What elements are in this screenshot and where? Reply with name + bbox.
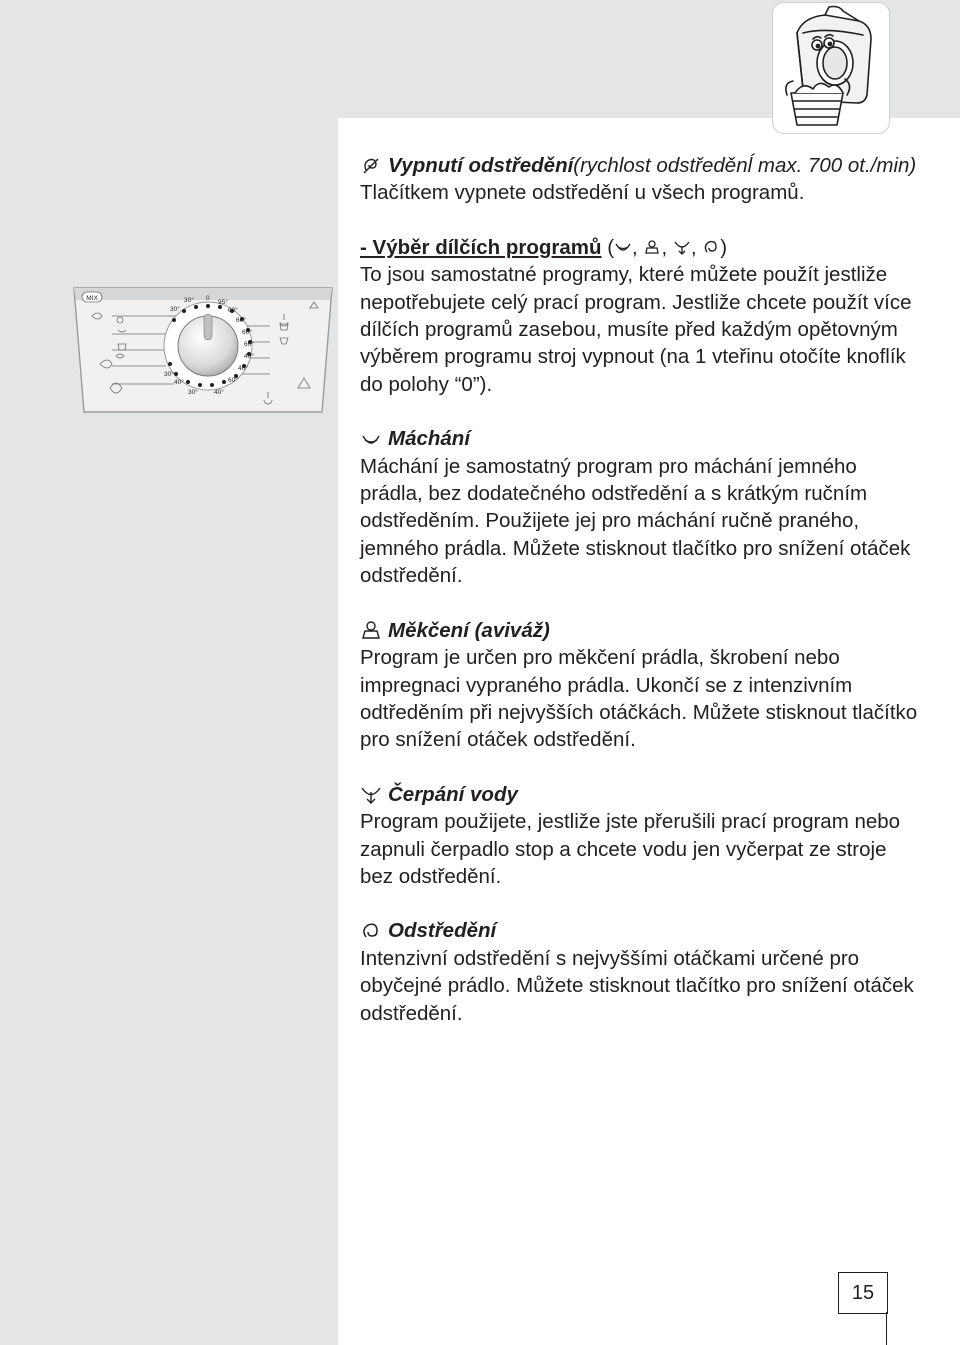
section-rinse [360, 425, 920, 589]
drain-heading [360, 781, 920, 808]
softener-text: Program je určen pro měkčení prádla, škrobení nebo impregnaci vypraného prádla. Ukončí se z intenzivním odtředěním při nejvyšších otáčkách. Můžete stisknout tlačítko pro snížení otáček odstředění. [360, 646, 918, 752]
dial-label-60-e: 60° [228, 377, 238, 384]
drain-title: Čerpání vody [388, 782, 518, 806]
spin-off-text: Tlačítkem vypnete odstředění u všech programů. [360, 181, 805, 205]
spin-title: Odstředění [388, 919, 497, 943]
rinse-heading-icon [360, 428, 382, 450]
softener-title: Měkčení (aviváž) [388, 618, 550, 642]
paren-close: ) [720, 235, 728, 259]
spin-text: Intenzivní odstředění s nejvyššími otáčkami určené pro obyčejné prádlo. Můžete stisknout tlačítko pro snížení otáček odstředění. [360, 946, 914, 1025]
softener-heading [360, 617, 920, 644]
spin-off-title: Vypnutí odstředění [388, 154, 574, 177]
dial-label-60-d: 60° [244, 341, 254, 348]
main-content [360, 152, 920, 1054]
page-number: 15 [838, 1272, 888, 1314]
rinse-title: Máchání [388, 427, 471, 451]
section-softener [360, 617, 920, 754]
spin-heading [360, 917, 920, 944]
paren-open: ( [601, 235, 615, 259]
rinse-icon [614, 236, 632, 254]
comma-3: , [690, 235, 703, 259]
program-dial-panel [70, 284, 336, 420]
dial-label-30-bottom: 30° [188, 389, 198, 396]
section-spin-off [360, 152, 920, 207]
dial-label-95: 95° [218, 299, 228, 306]
dial-label-30-top: 30° [184, 297, 194, 304]
drain-heading-icon [360, 783, 382, 805]
partial-programs-text: To jsou samostatné programy, které můžete použít jestliže nepotřebujete celý prací program. Jestliže chcete použít více dílčích programů zasebou, musíte před každým opětovným výběrem programu stroj vypnout (na 1 vteřinu otočíte knoflík do polohy “0”). [360, 263, 912, 396]
drain-icon [673, 236, 691, 254]
partial-programs-heading [360, 234, 920, 261]
dial-label-40-c: 40° [214, 389, 224, 396]
spin-icon [702, 236, 720, 254]
softener-heading-icon [360, 619, 382, 641]
dial-label-40-d: 40° [174, 379, 184, 386]
spin-off-icon [360, 155, 382, 177]
mix-label: MIX [86, 295, 98, 302]
rinse-text: Máchání je samostatný program pro máchání jemného prádla, bez dodatečného odstředění a s krátkým ručním odstředěním. Použijete jej pro máchání ručně praného, jemného prádla. Můžete stisknout tlačítko pro snížení otáček odstředění. [360, 454, 911, 588]
dial-label-30-lower-left: 30° [164, 371, 174, 378]
spin-heading-icon [360, 920, 382, 942]
dial-label-60-b: 60° [236, 317, 246, 324]
section-partial-programs [360, 234, 920, 398]
comma-2: , [661, 235, 673, 259]
section-drain [360, 781, 920, 891]
dial-label-40-a: 40° [244, 353, 254, 360]
dial-label-0: 0 [206, 295, 210, 302]
spin-off-heading [360, 152, 920, 179]
washing-machine-mascot-logo [772, 2, 890, 134]
rinse-heading [360, 425, 920, 452]
page-edge-line [886, 1312, 887, 1345]
spin-off-note-a: (rychlost odstředěnĺ max. 700 ot./min) [573, 154, 917, 177]
dial-label-60-a: 60° [228, 307, 238, 314]
washing-machine-mascot-icon [773, 3, 889, 133]
dial-label-40-b: 40° [238, 365, 248, 372]
section-spin [360, 917, 920, 1027]
partial-programs-title: - Výběr dílčích programů [360, 235, 602, 259]
dial-label-30-left: 30° [170, 306, 180, 313]
dial-label-60-c: 60° [242, 329, 252, 336]
drain-text: Program použijete, jestliže jste přerušili prací program nebo zapnuli čerpadlo stop a chcete vodu jen vyčerpat ze stroje bez odstředění. [360, 810, 901, 888]
softener-icon [643, 236, 661, 254]
comma-1: , [632, 235, 644, 259]
control-panel-illustration [70, 284, 336, 420]
